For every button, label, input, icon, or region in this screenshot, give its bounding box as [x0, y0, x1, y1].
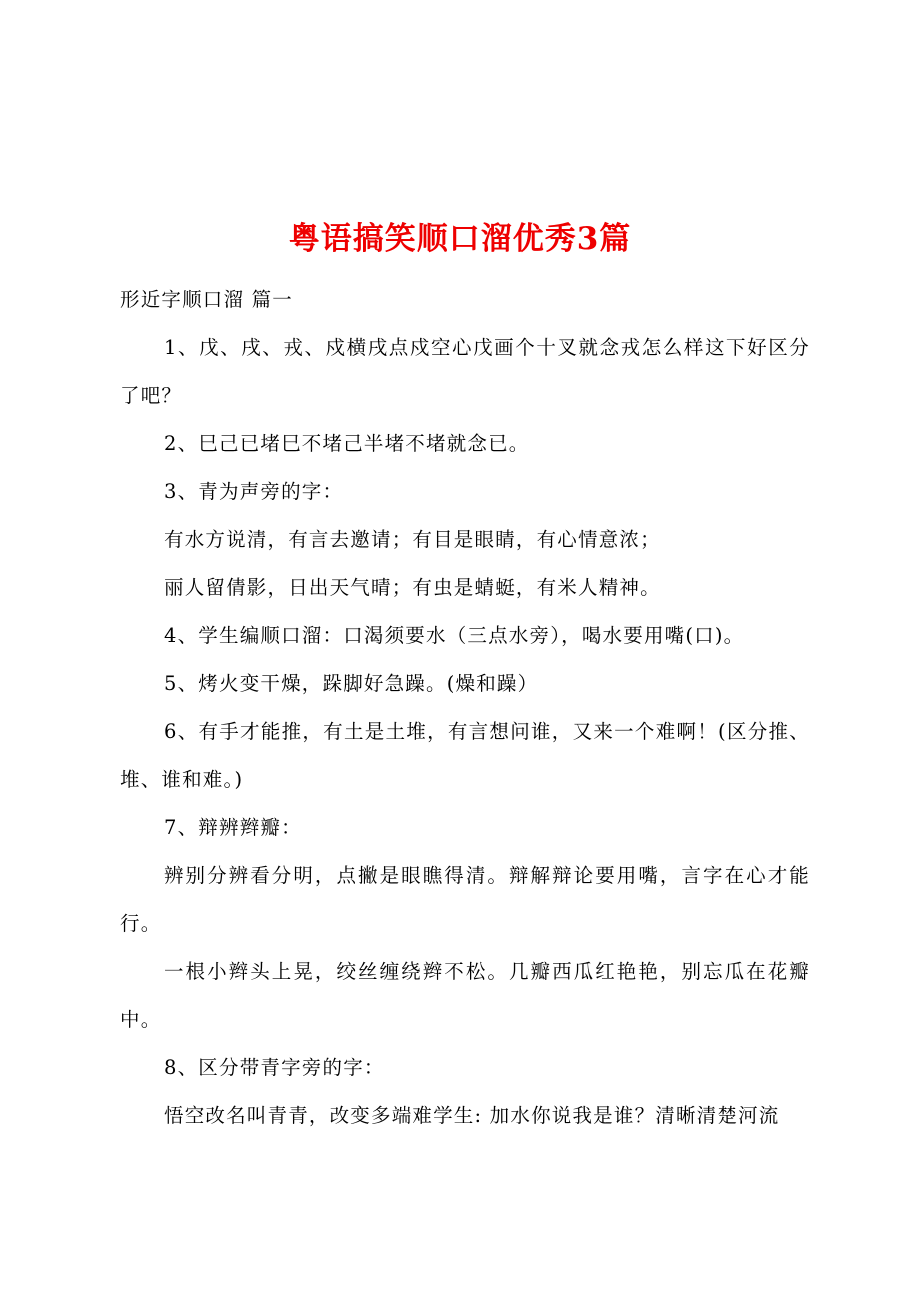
- paragraph: 辨别分辨看分明，点撇是眼瞧得清。辩解辩论要用嘴，言字在心才能行。: [120, 864, 810, 935]
- paragraph: 6、有手才能推，有土是土堆，有言想问谁，又来一个难啊！(区分推、堆、谁和难。): [120, 720, 810, 791]
- paragraph: 悟空改名叫青青，改变多端难学生: 加水你说我是谁？清晰清楚河流: [164, 1104, 780, 1127]
- paragraph: 5、烤火变干燥，跺脚好急躁。(燥和躁）: [164, 672, 539, 695]
- paragraph: 一根小辫头上晃，绞丝缠绕辫不松。几瓣西瓜红艳艳，别忘瓜在花瓣中。: [120, 960, 810, 1031]
- paragraph: 4、学生编顺口溜：口渴须要水（三点水旁），喝水要用嘴(口)。: [164, 624, 745, 647]
- paragraph: 有水方说清，有言去邀请；有目是眼睛，有心情意浓；: [164, 528, 661, 551]
- paragraph: 8、区分带青字旁的字：: [164, 1056, 385, 1079]
- document-title: 粤语搞笑顺口溜优秀3篇: [288, 220, 632, 257]
- document-body: [120, 276, 810, 1140]
- paragraph: 7、辩辨辫瓣：: [164, 816, 302, 839]
- paragraph: 3、青为声旁的字：: [164, 480, 344, 503]
- section-heading: 形近字顺口溜 篇一: [120, 288, 293, 311]
- paragraph: 1、戊、戌、戎、戍横戌点戍空心戊画个十叉就念戎怎么样这下好区分了吧？: [120, 336, 810, 407]
- paragraph: 2、巳己已堵巳不堵己半堵不堵就念已。: [164, 432, 530, 455]
- paragraph: 丽人留倩影，日出天气晴；有虫是蜻蜓，有米人精神。: [164, 576, 661, 599]
